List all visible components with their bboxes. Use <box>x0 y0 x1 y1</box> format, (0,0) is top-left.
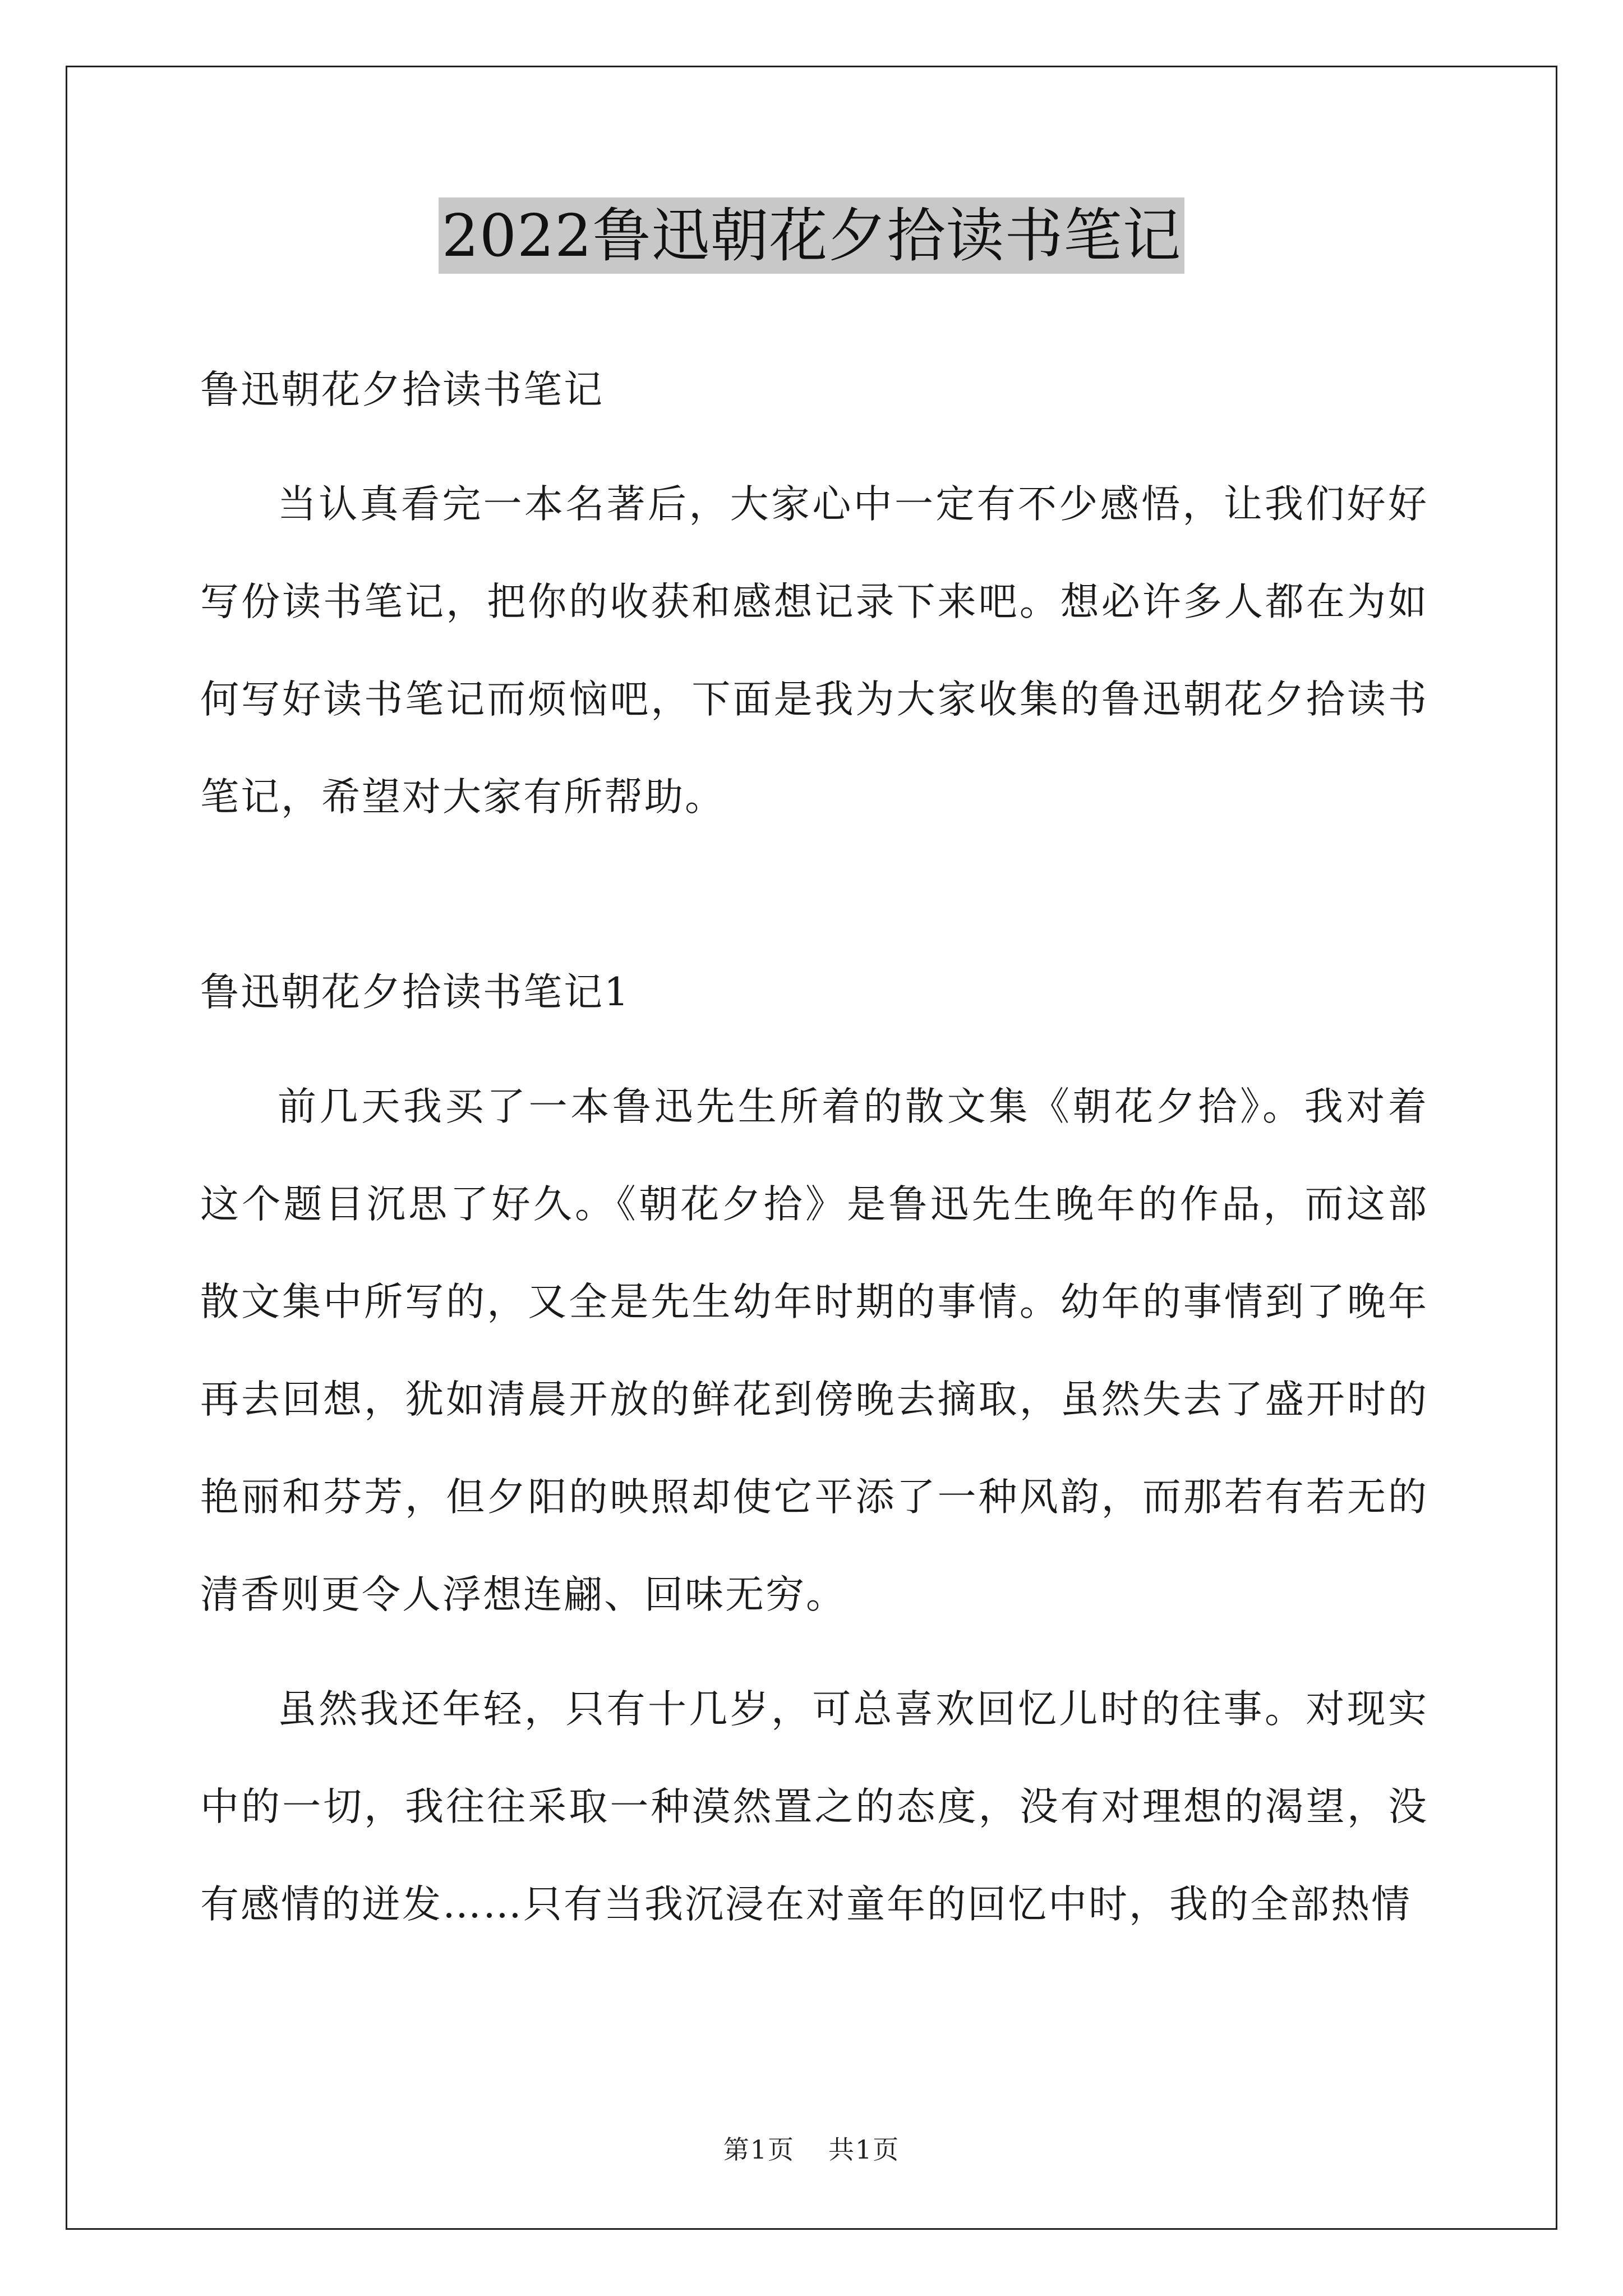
intro-paragraph: 当认真看完一本名著后，大家心中一定有不少感悟，让我们好好写份读书笔记，把你的收获和感想记录下来吧。想必许多人都在为如何写好读书笔记而烦恼吧，下面是我为大家收集的鲁迅朝花夕拾读书笔记，希望对大家有所帮助。 <box>200 482 1428 820</box>
body-paragraph-1: 前几天我买了一本鲁迅先生所着的散文集《朝花夕拾》。我对着这个题目沉思了好久。《朝花夕拾》是鲁迅先生晚年的作品，而这部散文集中所写的，又全是先生幼年时期的事情。幼年的事情到了晚年再去回想，犹如清晨开放的鲜花到傍晚去摘取，虽然失去了盛开时的艳丽和芬芳，但夕阳的映照却使它平添了一种风韵，而那若有若无的清香则更令人浮想连翩、回味无穷。 <box>200 1084 1428 1617</box>
page-number-total: 共1页 <box>828 2134 900 2165</box>
title-container <box>0 197 1623 274</box>
section-heading-1: 鲁迅朝花夕拾读书笔记1 <box>200 970 630 1015</box>
document-title: 2022鲁迅朝花夕拾读书笔记 <box>439 197 1185 274</box>
body-paragraph-2: 虽然我还年轻，只有十几岁，可总喜欢回忆儿时的往事。对现实中的一切，我往往采取一种漠然置之的态度，没有对理想的渴望，没有感情的迸发……只有当我沉浸在对童年的回忆中时，我的全部热情 <box>200 1687 1428 1927</box>
section-heading-main: 鲁迅朝花夕拾读书笔记 <box>200 367 604 412</box>
document-body <box>200 341 1428 1953</box>
page-number-current: 第1页 <box>723 2134 795 2165</box>
page-footer <box>0 2133 1623 2166</box>
